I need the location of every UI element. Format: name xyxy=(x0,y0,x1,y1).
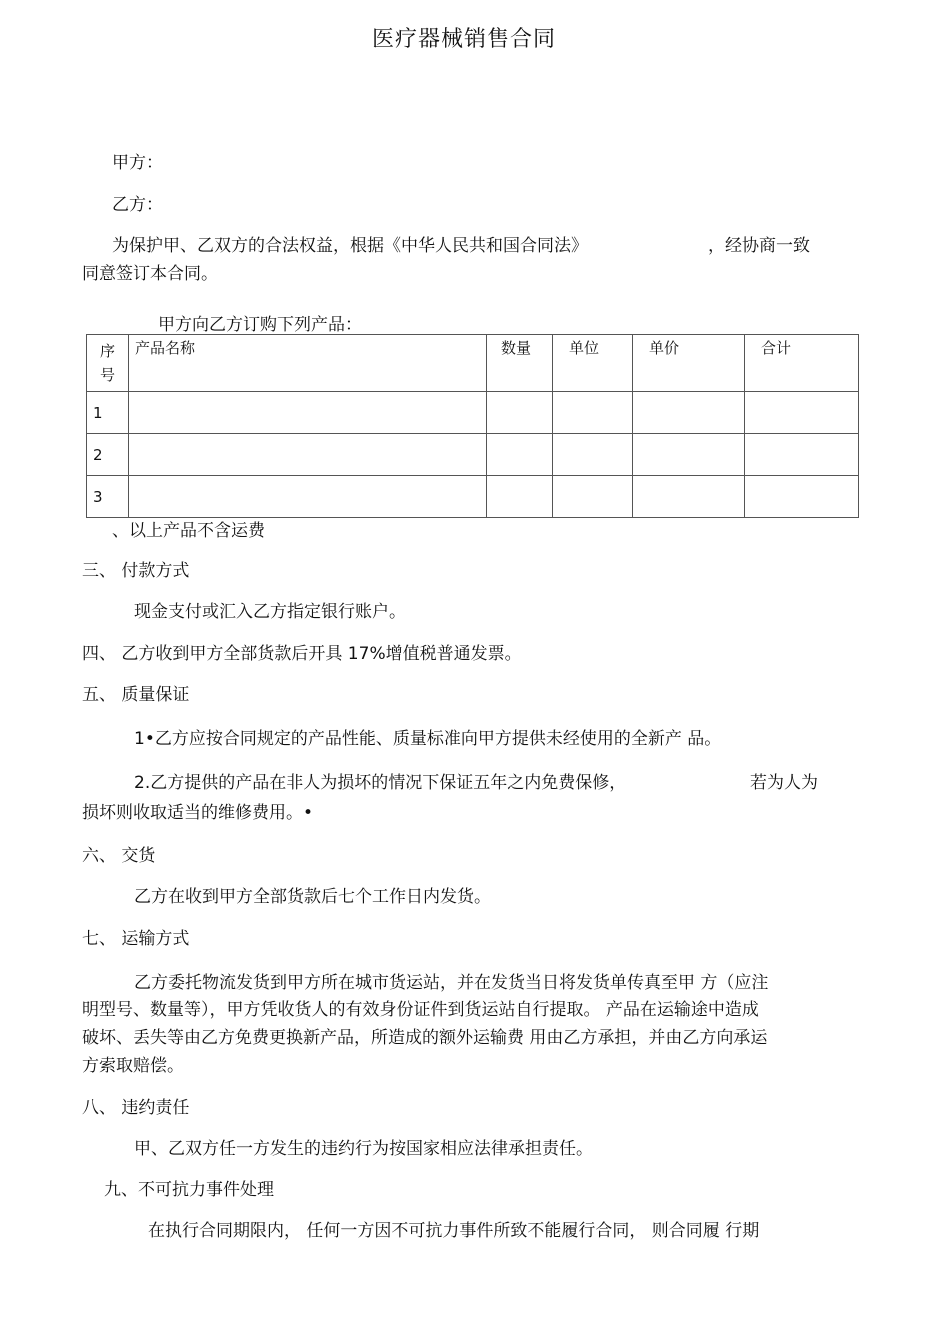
header-unit-price xyxy=(633,335,745,392)
header-unit xyxy=(553,335,633,392)
header-quantity xyxy=(487,335,553,392)
section-6-heading: 六、 交货 xyxy=(82,846,156,866)
cell-total xyxy=(745,476,859,518)
cell-total xyxy=(745,434,859,476)
header-seq-line2: 号 xyxy=(99,366,115,384)
table-row xyxy=(87,434,859,476)
section-5-item-2-line-2: 损坏则收取适当的维修费用。• xyxy=(82,803,314,823)
header-total-text: 合计 xyxy=(761,339,792,357)
cell-unit xyxy=(553,476,633,518)
preamble-text: 为保护甲、乙双方的合法权益，根据《中华人民共和国合同法》 xyxy=(112,236,588,256)
section-9-body: 在执行合同期限内， 任何一方因不可抗力事件所致不能履行合同， 则合同履 行期 xyxy=(148,1221,760,1241)
header-product-name-text: 产品名称 xyxy=(135,339,196,357)
cell-unit-price xyxy=(633,392,745,434)
cell-unit xyxy=(553,434,633,476)
section-7-heading: 七、 运输方式 xyxy=(82,929,190,949)
section-3-body: 现金支付或汇入乙方指定银行账户。 xyxy=(134,602,406,622)
preamble-text-continued: ，经协商一致 xyxy=(708,236,810,256)
section-7-line-3: 破坏、丢失等由乙方免费更换新产品，所造成的额外运输费 用由乙方承担，并由乙方向承运 xyxy=(82,1028,768,1048)
order-intro: 甲方向乙方订购下列产品： xyxy=(158,315,362,335)
section-9-heading: 九、不可抗力事件处理 xyxy=(104,1180,274,1200)
row-seq-number: 1 xyxy=(93,403,103,422)
section-5-heading: 五、 质量保证 xyxy=(82,685,190,705)
preamble-line-2: 同意签订本合同。 xyxy=(82,264,218,284)
header-seq-line1: 序 xyxy=(99,342,115,360)
cell-quantity xyxy=(487,476,553,518)
row-seq-number: 3 xyxy=(93,487,103,506)
cell-unit xyxy=(553,392,633,434)
section-7-line-1: 乙方委托物流发货到甲方所在城市货运站，并在发货当日将发货单传真至甲 方（应注 xyxy=(134,973,769,993)
cell-seq xyxy=(87,476,129,518)
section-5-item-2-continued: 若为人为 xyxy=(750,773,818,793)
cell-seq xyxy=(87,434,129,476)
section-5-item-2: 2.乙方提供的产品在非人为损坏的情况下保证五年之内免费保修， xyxy=(134,773,627,793)
page-title: 医疗器械销售合同 xyxy=(372,27,557,52)
section-6-body: 乙方在收到甲方全部货款后七个工作日内发货。 xyxy=(134,887,491,907)
header-product-name xyxy=(129,335,487,392)
cell-unit-price xyxy=(633,434,745,476)
cell-unit-price xyxy=(633,476,745,518)
party-b-label: 乙方： xyxy=(112,195,163,215)
table-row xyxy=(87,476,859,518)
header-seq xyxy=(87,335,129,392)
section-3-heading: 三、 付款方式 xyxy=(82,561,190,581)
cell-quantity xyxy=(487,392,553,434)
header-quantity-text: 数量 xyxy=(501,339,532,357)
product-table xyxy=(86,334,859,518)
cell-total xyxy=(745,392,859,434)
table-row xyxy=(87,392,859,434)
section-8-body: 甲、乙双方任一方发生的违约行为按国家相应法律承担责任。 xyxy=(134,1139,593,1159)
cell-seq xyxy=(87,392,129,434)
freight-note: 、以上产品不含运费 xyxy=(112,521,265,541)
cell-product-name xyxy=(129,476,487,518)
party-a-label: 甲方： xyxy=(112,153,163,173)
section-7-line-4: 方索取赔偿。 xyxy=(82,1056,184,1076)
section-8-heading: 八、 违约责任 xyxy=(82,1098,190,1118)
cell-product-name xyxy=(129,434,487,476)
section-7-line-2: 明型号、数量等），甲方凭收货人的有效身份证件到货运站自行提取。 产品在运输途中造成 xyxy=(82,1000,759,1020)
cell-product-name xyxy=(129,392,487,434)
section-5-item-1: 1•乙方应按合同规定的产品性能、质量标准向甲方提供未经使用的全新产 品。 xyxy=(134,729,722,749)
table-header-row xyxy=(87,335,859,392)
header-unit-text: 单位 xyxy=(569,339,600,357)
cell-quantity xyxy=(487,434,553,476)
row-seq-number: 2 xyxy=(93,445,103,464)
header-unit-price-text: 单价 xyxy=(649,339,680,357)
header-total xyxy=(745,335,859,392)
section-4-heading: 四、 乙方收到甲方全部货款后开具 17%增值税普通发票。 xyxy=(82,644,522,664)
